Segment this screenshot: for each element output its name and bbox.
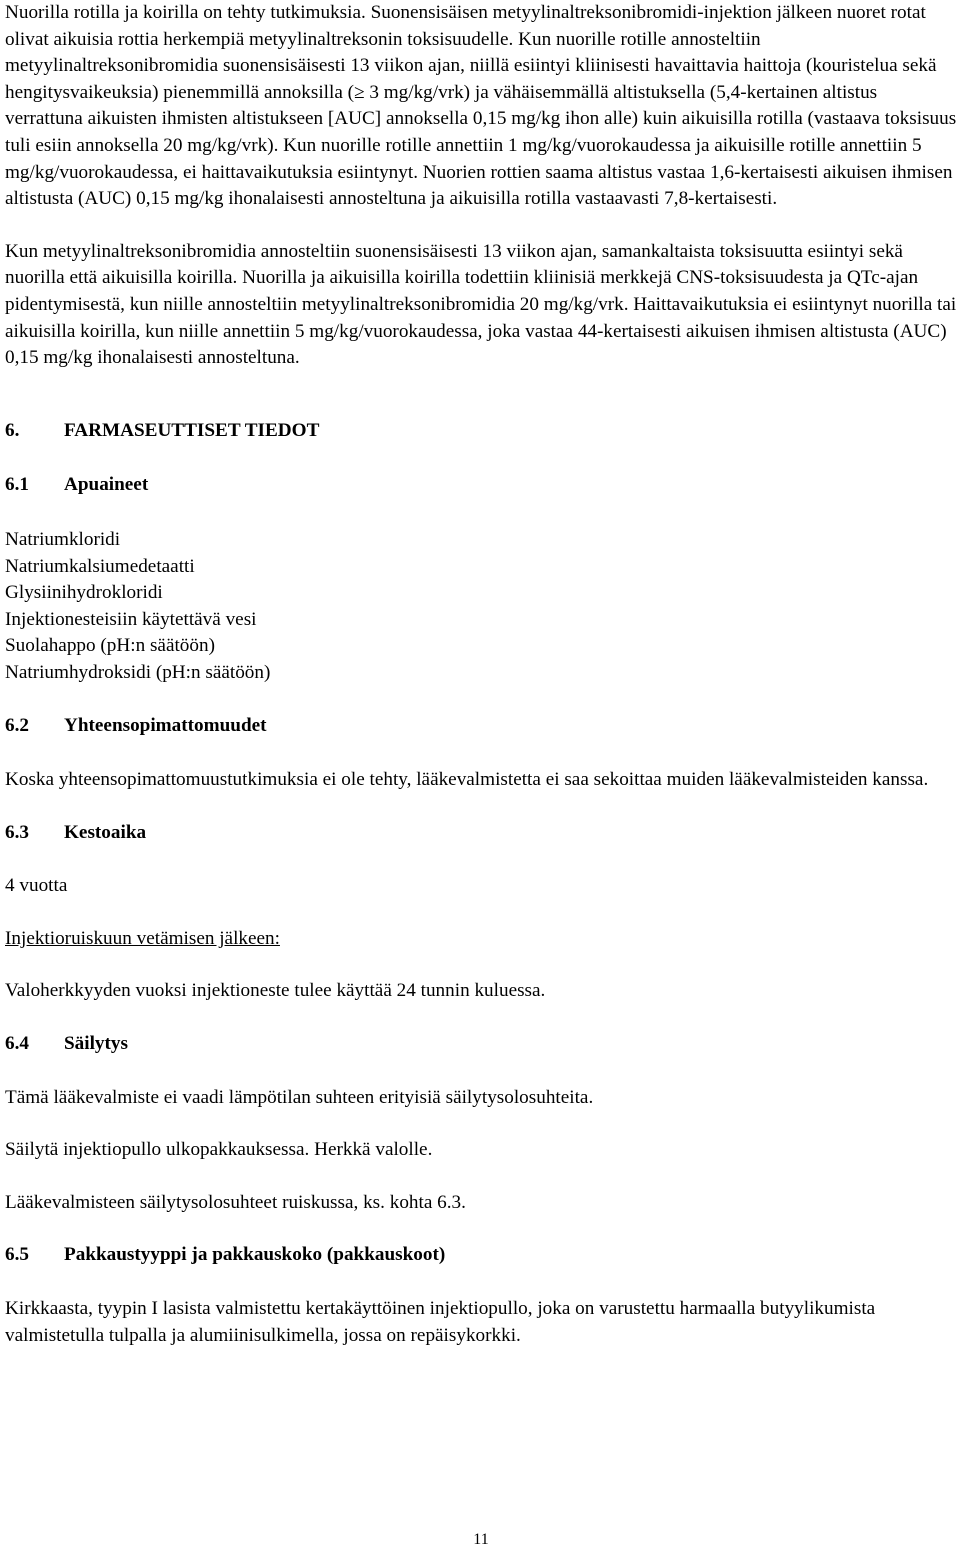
excipients-list [5,527,957,687]
excipient-item: Natriumkalsiumedetaatti [5,555,195,577]
shelf-life-text: 4 vuotta [5,875,68,897]
section-6-2-text: Koska yhteensopimattomuustutkimuksia ei ole tehty, lääkevalmistetta ei saa sekoittaa muiden lääkevalmisteiden kanssa. [5,769,929,791]
page-number: 11 [473,1531,489,1548]
after-syringe-text: Valoherkkyyden vuoksi injektioneste tulee käyttää 24 tunnin kuluessa. [5,980,546,1002]
section-6-2-number: 6.2 [5,715,29,737]
section-6-number: 6. [5,419,20,441]
excipient-item: Glysiinihydrokloridi [5,582,163,604]
document-page [5,0,957,1548]
section-6-title: FARMASEUTTISET TIEDOT [64,419,320,441]
section-6-3-number: 6.3 [5,821,29,843]
paragraph-juvenile-rats: Nuorilla rotilla ja koirilla on tehty tutkimuksia. Suonensisäisen metyylinaltreksonibromidi-injektion jälkeen nuoret rotat olivat aikuisia rottia herkempiä metyylinaltreksonin toksisuudelle. Kun nuorille rotille annosteltiin metyylinaltreksonibromidia suonensisäisesti 13 viikon ajan, niillä esiintyi kliinisesti havaittavia haittoja (kouristelua sekä hengitysvaikeuksia) pienemmillä annoksilla (≥ 3 mg/kg/vrk) ja vähäisemmällä altistuksella (5,4-kertainen altistus verrattuna aikuisten ihmisten altistukseen [AUC] annoksella 0,15 mg/kg ihon alle) kuin aikuisilla rotilla (vastaava toksisuus tuli esiin annoksella 20 mg/kg/vrk). Kun nuorille rotille annettiin 1 mg/kg/vuorokaudessa ja aikuisille rotille annettiin 5 mg/kg/vuorokaudessa, ei haittavaikutuksia esiintynyt. Nuorien rottien saama altistus vastaa 1,6-kertaisesti aikuisen ihmisen altistusta (AUC) 0,15 mg/kg ihonalaisesti annosteltuna ja aikuisilla rotilla vastaavasti 7,8-kertaisesti. [5,2,957,210]
section-6-2-title: Yhteensopimattomuudet [64,715,267,737]
section-6-3-title: Kestoaika [64,821,147,843]
section-6-5-title: Pakkaustyyppi ja pakkauskoko (pakkauskoot) [64,1244,446,1266]
section-6-4-title: Säilytys [64,1033,128,1055]
section-6-4-heading [5,1031,957,1058]
section-6-5-text: Kirkkaasta, tyypin I lasista valmistettu kertakäyttöinen injektiopullo, joka on varustettu harmaalla butyylikumista valmistetulla tulpalla ja alumiinisulkimella, jossa on repäisykorkki. [5,1298,876,1346]
section-6-5-heading [5,1242,957,1269]
section-6-5-number: 6.5 [5,1244,29,1266]
storage-text-1: Tämä lääkevalmiste ei vaadi lämpötilan suhteen erityisiä säilytysolosuhteita. [5,1086,594,1108]
section-6-heading [5,418,957,445]
section-6-1-number: 6.1 [5,474,29,496]
section-6-4-number: 6.4 [5,1033,29,1055]
excipient-item: Natriumhydroksidi (pH:n säätöön) [5,661,271,683]
storage-text-3: Lääkevalmisteen säilytysolosuhteet ruiskussa, ks. kohta 6.3. [5,1191,466,1213]
section-6-1-heading [5,472,957,499]
section-6-1-title: Apuaineet [64,474,149,496]
excipient-item: Suolahappo (pH:n säätöön) [5,635,215,657]
section-6-2-heading [5,713,957,740]
excipient-item: Natriumkloridi [5,528,121,550]
section-6-3-heading [5,820,957,847]
excipient-item: Injektionesteisiin käytettävä vesi [5,608,257,630]
after-syringe-subheading: Injektioruiskuun vetämisen jälkeen: [5,927,280,949]
storage-text-2: Säilytä injektiopullo ulkopakkauksessa. Herkkä valolle. [5,1139,433,1161]
paragraph-juvenile-dogs: Kun metyylinaltreksonibromidia annosteltiin suonensisäisesti 13 viikon ajan, samankaltaista toksisuutta esiintyi sekä nuorilla että aikuisilla koirilla. Nuorilla ja aikuisilla koirilla todettiin kliinisiä merkkejä CNS-toksisuudesta ja QTc-ajan pidentymisestä, kun niille annosteltiin metyylinaltreksonibromidia 20 mg/kg/vrk. Haittavaikutuksia ei esiintynyt nuorilla tai aikuisilla koirilla, kun niille annettiin 5 mg/kg/vuorokaudessa, joka vastaa 44-kertaisesti aikuisen ihmisen altistusta (AUC) 0,15 mg/kg ihonalaisesti annosteltuna. [5,240,957,369]
